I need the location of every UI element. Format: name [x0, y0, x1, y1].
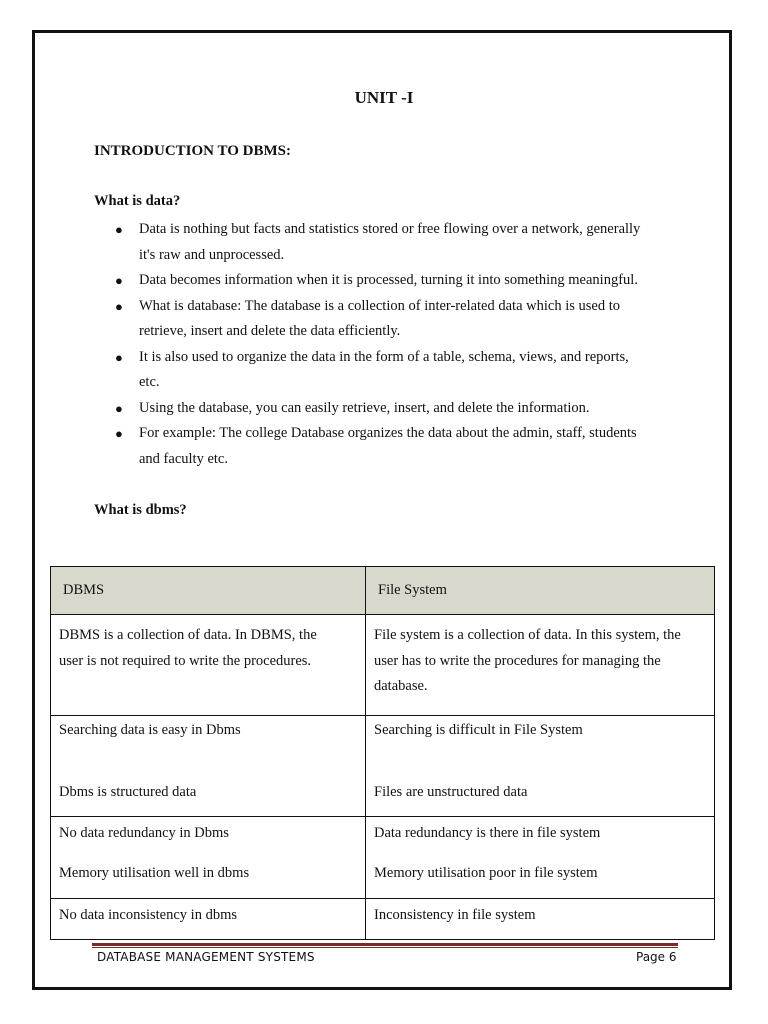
- table-cell: Files are unstructured data: [366, 774, 715, 817]
- bullet-icon: ●: [115, 400, 123, 416]
- footer-rule: [92, 943, 678, 946]
- header-file-system: File System: [366, 567, 715, 615]
- table-cell: No data redundancy in Dbms: [51, 817, 366, 858]
- data-bullet-list: [112, 217, 692, 472]
- question-what-is-dbms: What is dbms?: [94, 502, 187, 518]
- list-item: ● For example: The college Database organizes the data about the admin, staff, students and faculty etc.: [112, 421, 692, 472]
- table-row: [51, 716, 715, 775]
- list-item: ● It is also used to organize the data in the form of a table, schema, views, and reports, etc.: [112, 345, 692, 396]
- table-cell: Data redundancy is there in file system: [366, 817, 715, 858]
- table-cell: Memory utilisation poor in file system: [366, 857, 715, 899]
- table-cell: No data inconsistency in dbms: [51, 899, 366, 940]
- footer-rule-thin: [92, 947, 678, 948]
- list-item: ● Data becomes information when it is processed, turning it into something meaningful.: [112, 268, 692, 294]
- list-item: ● What is database: The database is a collection of inter-related data which is used to retrieve, insert and delete the data efficiently.: [112, 294, 692, 345]
- dbms-vs-filesystem-table: [50, 566, 715, 940]
- table-row: [51, 615, 715, 716]
- question-what-is-data: What is data?: [94, 193, 181, 209]
- table-cell: Dbms is structured data: [51, 774, 366, 817]
- table-row: [51, 857, 715, 899]
- table-cell: Inconsistency in file system: [366, 899, 715, 940]
- list-item: ● Data is nothing but facts and statistics stored or free flowing over a network, generally it's raw and unprocessed.: [112, 217, 692, 268]
- bullet-icon: ●: [115, 273, 123, 288]
- section-heading: INTRODUCTION TO DBMS:: [94, 143, 291, 159]
- table-row: [51, 899, 715, 940]
- table-cell: File system is a collection of data. In this system, the user has to write the procedures for managing the database.: [366, 615, 715, 716]
- bullet-icon: ●: [115, 426, 123, 441]
- footer-title: DATABASE MANAGEMENT SYSTEMS: [97, 950, 315, 964]
- table-header-row: [51, 567, 715, 615]
- list-item: ● Using the database, you can easily retrieve, insert, and delete the information.: [112, 396, 692, 422]
- table-cell: DBMS is a collection of data. In DBMS, the user is not required to write the procedures.: [51, 615, 366, 716]
- header-dbms: DBMS: [51, 567, 366, 615]
- page-number: Page 6: [636, 950, 677, 964]
- bullet-icon: ●: [115, 298, 123, 314]
- page-title: UNIT -I: [354, 88, 414, 107]
- bullet-icon: ●: [115, 349, 123, 365]
- table-cell: Searching is difficult in File System: [366, 716, 715, 775]
- table-row: [51, 817, 715, 858]
- bullet-icon: ●: [115, 222, 123, 237]
- table-row: [51, 774, 715, 817]
- table-cell: Searching data is easy in Dbms: [51, 716, 366, 775]
- table-cell: Memory utilisation well in dbms: [51, 857, 366, 899]
